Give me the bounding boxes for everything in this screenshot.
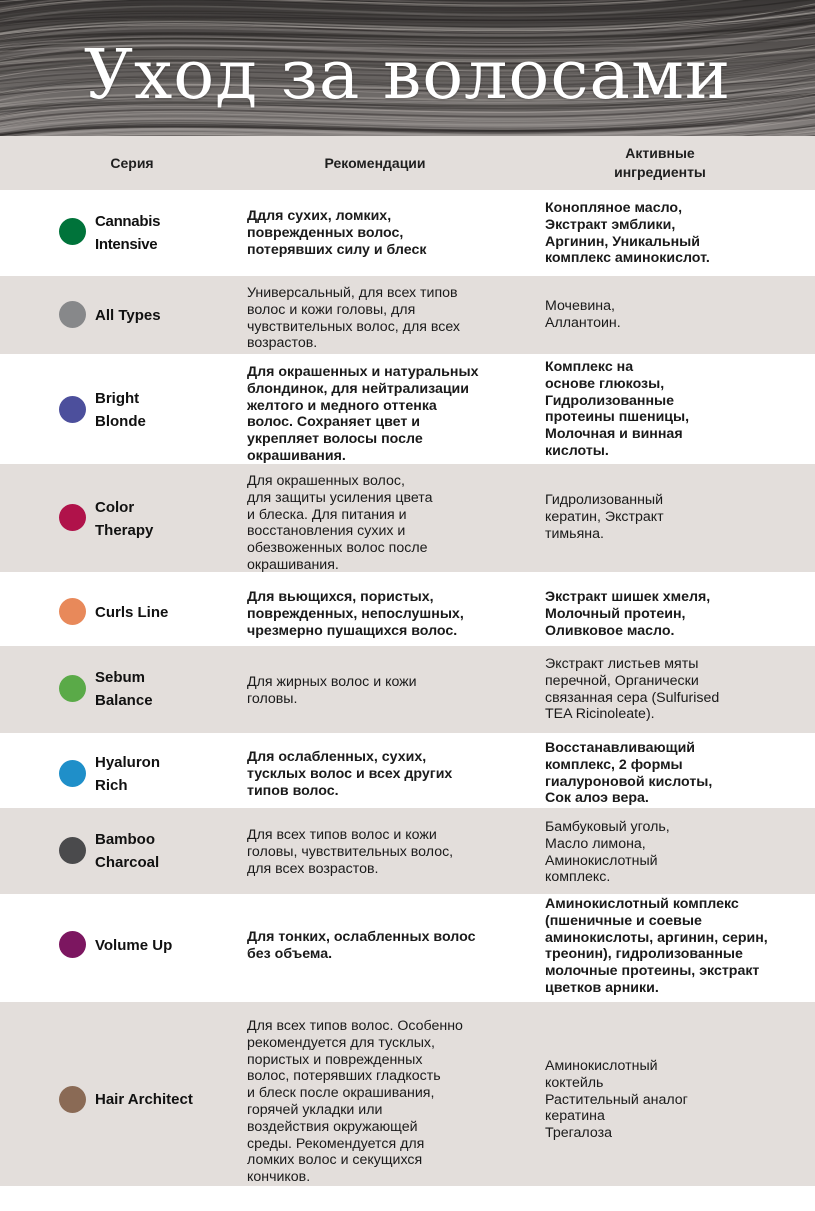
color-dot xyxy=(59,396,86,423)
series-name: Cannabis Intensive xyxy=(95,213,161,253)
recommendation-text: Для всех типов волос. Особенно рекомендуется для тусклых, пористых и поврежденных волос, потерявших гладкость и блеск после окрашивания, горячей укладки или воздействия окружающей среды. Рекомендуется для ломких волос и секущихся кончиков. xyxy=(247,1018,463,1186)
table-row xyxy=(0,354,815,464)
ingredients-text: Бамбуковый уголь, Масло лимона, Аминокислотный комплекс. xyxy=(545,819,670,886)
series-name: Hyaluron Rich xyxy=(95,754,161,794)
table-header xyxy=(0,136,815,190)
series-name: Bamboo Charcoal xyxy=(95,831,160,871)
header-series: Серия xyxy=(110,154,154,171)
recommendation-text: Для всех типов волос и кожи головы, чувствительных волос, для всех возрастов. xyxy=(247,827,454,877)
series-name: Curls Line xyxy=(95,604,169,621)
ingredients-text: Восстанавливающий комплекс, 2 формы гиалуроновой кислоты, Сок алоэ вера. xyxy=(545,740,713,807)
recommendation-text: Для вьющихся, пористых, поврежденных, непослушных, чрезмерно пушащихся волос. xyxy=(247,589,464,639)
series-name: Color Therapy xyxy=(95,499,154,539)
color-dot xyxy=(59,931,86,958)
series-name: Sebum Balance xyxy=(95,669,153,709)
ingredients-text: Мочевина, Аллантоин. xyxy=(545,298,621,331)
page-title: Уход за волосами xyxy=(83,36,732,115)
ingredients-text: Экстракт шишек хмеля, Молочный протеин, Оливковое масло. xyxy=(545,589,711,639)
table-row xyxy=(0,646,815,733)
ingredients-text: Гидролизованный кератин, Экстракт тимьяна. xyxy=(545,492,664,542)
header-banner xyxy=(0,0,815,136)
series-name: Bright Blonde xyxy=(95,390,146,430)
table-row xyxy=(0,808,815,894)
table-row xyxy=(0,733,815,808)
ingredients-text: Аминокислотный коктейль Растительный аналог кератина Трегалоза xyxy=(545,1058,688,1142)
table-row xyxy=(0,276,815,354)
header-recommendations: Рекомендации xyxy=(324,154,426,171)
color-dot xyxy=(59,675,86,702)
color-dot xyxy=(59,301,86,328)
series-name: All Types xyxy=(95,307,161,324)
series-name: Hair Architect xyxy=(95,1091,193,1108)
recommendation-text: Для ослабленных, сухих, тусклых волос и всех других типов волос. xyxy=(247,749,453,799)
color-dot xyxy=(59,837,86,864)
color-dot xyxy=(59,504,86,531)
table-row xyxy=(0,1002,815,1186)
color-dot xyxy=(59,598,86,625)
ingredients-text: Конопляное масло, Экстракт эмблики, Аргинин, Уникальный комплекс аминокислот. xyxy=(545,200,710,267)
color-dot xyxy=(59,218,86,245)
table-row xyxy=(0,894,815,1002)
ingredients-text: Комплекс на основе глюкозы, Гидролизованные протеины пшеницы, Молочная и винная кислоты. xyxy=(545,359,690,459)
ingredients-text: Экстракт листьев мяты перечной, Органически связанная сера (Sulfurised TEA Ricinoleate). xyxy=(545,656,720,723)
recommendation-text: Для окрашенных и натуральных блондинок, для нейтрализации желтого и медного оттенка волос. Сохраняет цвет и укрепляет волосы после окрашивания. xyxy=(247,364,479,464)
recommendation-text: Универсальный, для всех типов волос и кожи головы, для чувствительных волос, для всех возрастов. xyxy=(247,285,460,352)
table-row xyxy=(0,572,815,646)
ingredients-text: Аминокислотный комплекс (пшеничные и соевые аминокислоты, аргинин, серин, треонин), гидролизованные молочные протеины, экстракт цветков арники. xyxy=(545,896,768,996)
table-row xyxy=(0,190,815,276)
color-dot xyxy=(59,1086,86,1113)
series-name: Volume Up xyxy=(95,937,173,954)
series-table xyxy=(0,190,815,1186)
recommendation-text: Для тонких, ослабленных волос без объема. xyxy=(247,929,476,962)
header-ingredients: Активные ингредиенты xyxy=(614,145,706,180)
recommendation-text: Для окрашенных волос, для защиты усиления цвета и блеска. Для питания и восстановления сухих и обезвоженных волос после окрашивания. xyxy=(247,473,433,573)
recommendation-text: Для жирных волос и кожи головы. xyxy=(247,674,417,707)
table-row xyxy=(0,464,815,572)
recommendation-text: Ддля сухих, ломких, поврежденных волос, потерявших силу и блеск xyxy=(247,208,427,258)
color-dot xyxy=(59,760,86,787)
